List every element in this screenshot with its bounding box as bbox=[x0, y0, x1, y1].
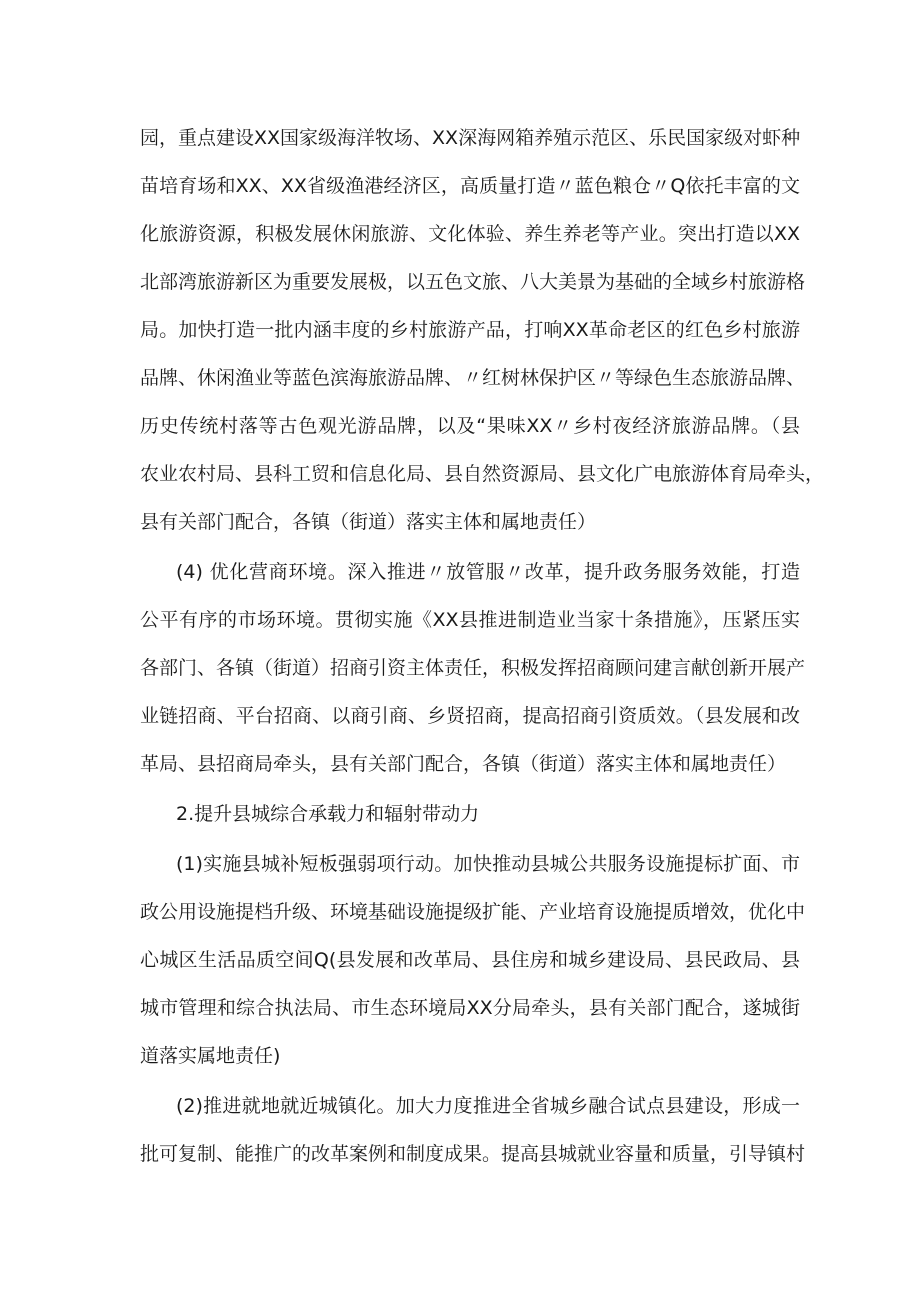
paragraph-line: 公平有序的市场环境。贯彻实施《XX县推进制造业当家十条措施》，压紧压实 bbox=[140, 609, 800, 631]
paragraph-line: 品牌、休闲渔业等蓝色滨海旅游品牌、〃红树林保护区〃等绿色生态旅游品牌、 bbox=[140, 367, 806, 389]
paragraph-line: 苗培育场和XX、XX省级渔港经济区，高质量打造〃蓝色粮仓〃Q依托丰富的文 bbox=[140, 175, 800, 197]
paragraph-line: 县有关部门配合，各镇（街道）落实主体和属地责任） bbox=[140, 511, 597, 533]
paragraph-line: 园，重点建设XX国家级海洋牧场、XX深海网箱养殖示范区、乐民国家级对虾种 bbox=[140, 127, 801, 149]
paragraph-line: 批可复制、能推广的改革案例和制度成果。提高县城就业容量和质量，引导镇村 bbox=[140, 1143, 806, 1165]
paragraph-line: 化旅游资源，积极发展休闲旅游、文化体验、养生养老等产业。突出打造以XX bbox=[140, 223, 800, 245]
paragraph-line: 历史传统村落等古色观光游品牌，以及“果味XX〃乡村夜经济旅游品牌。（县 bbox=[140, 415, 800, 437]
section-heading: 2.提升县城综合承载力和辐射带动力 bbox=[176, 803, 480, 825]
paragraph-line: 心城区生活品质空间Q(县发展和改革局、县住房和城乡建设局、县民政局、县 bbox=[140, 949, 800, 971]
paragraph-line: 革局、县招商局牵头，县有关部门配合，各镇（街道）落实主体和属地责任） bbox=[140, 753, 787, 775]
paragraph-line: 各部门、各镇（街道）招商引资主体责任，积极发挥招商顾问建言献创新开展产 bbox=[140, 657, 806, 679]
paragraph-line: (2)推进就地就近城镇化。加大力度推进全省城乡融合试点县建设，形成一 bbox=[176, 1095, 800, 1117]
paragraph-line: 农业农村局、县科工贸和信息化局、县自然资源局、县文化广电旅游体育局牵头， bbox=[140, 463, 825, 485]
paragraph-line: 道落实属地责任) bbox=[140, 1045, 281, 1067]
paragraph-line: (4) 优化营商环境。深入推进〃放管服〃改革，提升政务服务效能，打造 bbox=[176, 561, 800, 583]
paragraph-line: 局。加快打造一批内涵丰度的乡村旅游产品，打响XX革命老区的红色乡村旅游 bbox=[140, 319, 800, 341]
paragraph-line: (1)实施县城补短板强弱项行动。加快推动县城公共服务设施提标扩面、市 bbox=[176, 853, 800, 875]
paragraph-line: 政公用设施提档升级、环境基础设施提级扩能、产业培育设施提质增效，优化中 bbox=[140, 901, 806, 923]
paragraph-line: 城市管理和综合执法局、市生态环境局XX分局牵头，县有关部门配合，遂城街 bbox=[140, 997, 800, 1019]
paragraph-line: 业链招商、平台招商、以商引商、乡贤招商，提高招商引资质效。（县发展和改 bbox=[140, 705, 800, 727]
paragraph-line: 北部湾旅游新区为重要发展极，以五色文旅、八大美景为基础的全域乡村旅游格 bbox=[140, 271, 806, 293]
